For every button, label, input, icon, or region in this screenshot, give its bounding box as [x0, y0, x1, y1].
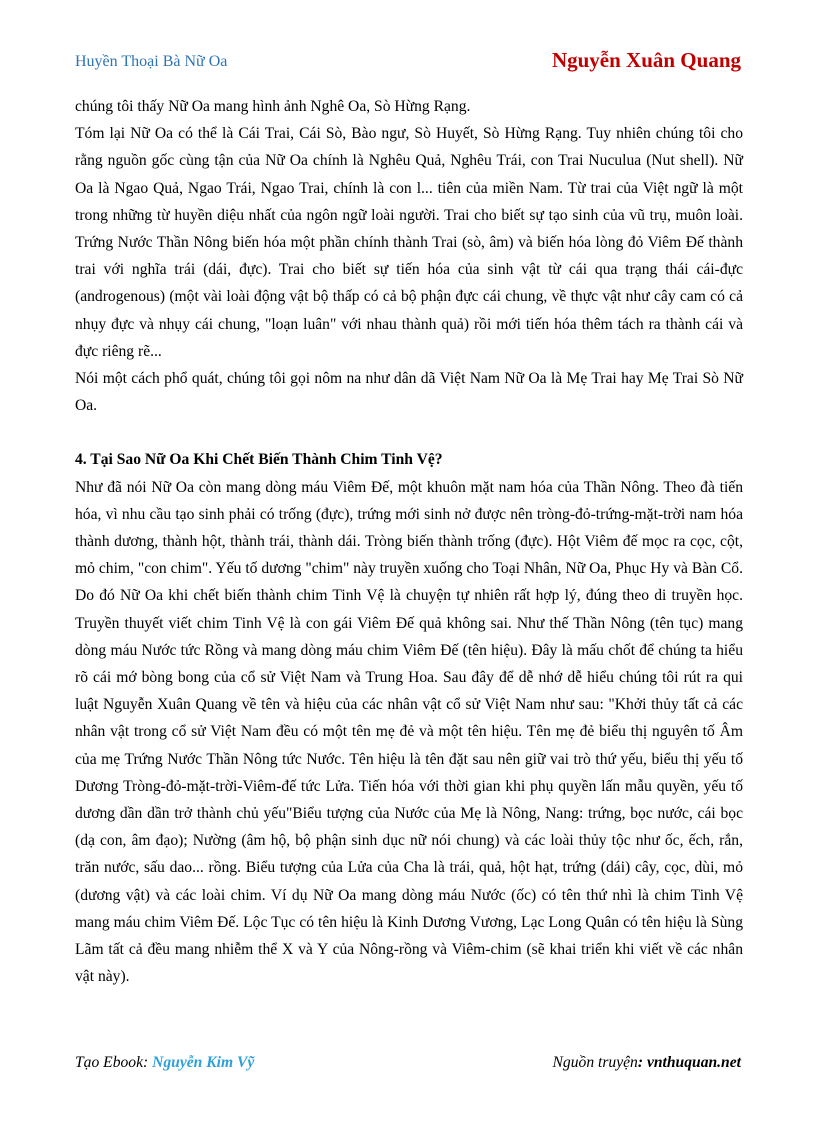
ebook-creator-name: Nguyễn Kim Vỹ	[152, 1054, 255, 1071]
ebook-credit-label: Tạo Ebook	[75, 1054, 144, 1071]
ebook-credit	[75, 1054, 254, 1072]
page-footer	[75, 1054, 741, 1078]
page-content	[75, 93, 743, 991]
paragraph-3: Nói một cách phổ quát, chúng tôi gọi nôm na như dân dã Việt Nam Nữ Oa là Mẹ Trai hay Mẹ Trai Sò Nữ Oa.	[75, 370, 743, 415]
paragraph-2: Tóm lại Nữ Oa có thể là Cái Trai, Cái Sò, Bào ngư, Sò Huyết, Sò Hừng Rạng. Tuy nhiên chúng tôi cho rằng nguồn gốc cùng tận của Nữ Oa chính là Nghêu Quả, Nghêu Trái, con Trai Nuculua (Nut shell). Nữ Oa là Ngao Quả, Ngao Trái, Ngao Trai, chính là con l... tiên của miền Nam. Từ trai của Việt ngữ là một trong những từ huyền diệu nhất của ngôn ngữ loài người. Trai cho biết sự tạo sinh của vũ trụ, muôn loài. Trứng Nước Thần Nông biến hóa một phần chính thành Trai (sò, âm) và biến hóa lòng đỏ Viêm Đế thành trai với nghĩa trái (dái, đực). Trai cho biết sự tiến hóa của sinh vật từ cái qua trạng thái cái-đực (androgenous) (một vài loài động vật bộ thấp có cả bộ phận đực cái chung, về thực vật như cây cam có cả nhụy đực và nhụy cái chung, "loạn luân" với nhau thành quả) rồi mới tiến hóa thêm tách ra thành cái và đực riêng rẽ...	[75, 125, 743, 360]
page-header	[75, 48, 741, 78]
section-heading: 4. Tại Sao Nữ Oa Khi Chết Biến Thành Chim Tinh Vệ?	[75, 451, 443, 469]
section-spacer	[75, 419, 743, 446]
author-name: Nguyễn Xuân Quang	[551, 48, 741, 72]
source-site[interactable]: vnthuquan.net	[646, 1054, 741, 1071]
source-credit-separator: :	[637, 1054, 647, 1071]
paragraph-1: chúng tôi thấy Nữ Oa mang hình ảnh Nghê Oa, Sò Hừng Rạng.	[75, 98, 471, 115]
source-credit	[553, 1054, 741, 1072]
source-credit-label: Nguồn truyện	[552, 1054, 638, 1071]
ebook-credit-separator: :	[143, 1054, 153, 1071]
book-title: Huyền Thoại Bà Nữ Oa	[75, 53, 228, 70]
section-paragraph: Như đã nói Nữ Oa còn mang dòng máu Viêm Đế, một khuôn mặt nam hóa của Thần Nông. Theo đà tiến hóa, vì nhu cầu tạo sinh phải có trống (đực), trứng mới sinh nở được nên tròng-đỏ-trứng-mặt-trời nam hóa thành dương, thành hột, thành trái, thành dái. Tròng biến thành trống (đực). Hột Viêm đế mọc ra cọc, cột, mỏ chim, "con chim". Yếu tố dương "chim" này truyền xuống cho Toại Nhân, Nữ Oa, Phục Hy và Bàn Cổ. Do đó Nữ Oa khi chết biến thành chim Tinh Vệ là chuyện tự nhiên rất hợp lý, đúng theo di truyền học. Truyền thuyết viết chim Tinh Vệ là con gái Viêm Đế quả không sai. Như thế Thần Nông (tên tục) mang dòng máu Nước tức Rồng và mang dòng máu chim Viêm Đế (tên hiệu). Đây là mấu chốt để chúng ta hiểu rõ cái mớ bòng bong của cổ sử Việt Nam và Trung Hoa. Sau đây để dễ nhớ dễ hiểu chúng tôi rút ra qui luật Nguyễn Xuân Quang về tên và hiệu của các nhân vật cổ sử Việt Nam như sau: "Khởi thủy tất cả các nhân vật trong cổ sử Việt Nam đều có một tên mẹ đẻ và một tên hiệu. Tên mẹ đẻ biểu thị nguyên tố Âm của mẹ Trứng Nước Thần Nông tức Nước. Tên hiệu là tên đặt sau nên giữ vai trò thứ yếu, biểu thị yếu tố Dương Tròng-đỏ-mặt-trời-Viêm-đế tức Lửa. Tiến hóa với thời gian khi phụ quyền lấn mẫu quyền, yếu tố dương dần dần trở thành chủ yếu"Biểu tượng của Nước của Mẹ là Nông, Nang: trứng, bọc nước, cái bọc (dạ con, âm đạo); Nường (âm hộ, bộ phận sinh dục nữ nói chung) và các loài thủy tộc như ốc, ếch, rắn, trăn nước, sấu dao... rồng. Biểu tượng của Lửa của Cha là trái, quả, hột hạt, trứng (dái) cây, cọc, dùi, mỏ (dương vật) và các loài chim. Ví dụ Nữ Oa mang dòng máu Nước (ốc) có tên thứ nhì là chim Tinh Vệ mang máu chim Viêm Đế. Lộc Tục có tên hiệu là Kinh Dương Vương, Lạc Long Quân có tên hiệu là Sùng Lãm tất cả đều mang nhiễm thể X và Y của Nông-rồng và Viêm-chim (sẽ khai triển khi viết về các nhân vật này).	[75, 478, 743, 986]
